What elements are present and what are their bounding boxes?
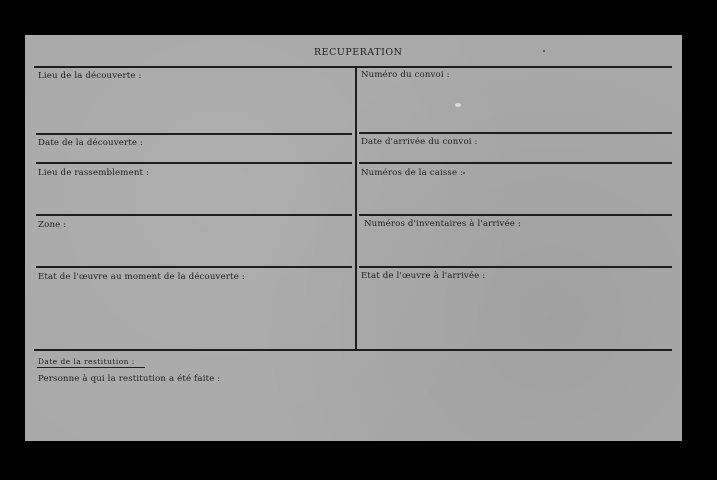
field-etat-decouverte: Etat de l'œuvre au moment de la découverte : xyxy=(38,272,245,282)
rule-left-2 xyxy=(36,162,352,164)
bottom-rule xyxy=(34,349,672,351)
field-lieu-decouverte: Lieu de la découverte : xyxy=(38,71,142,81)
rule-right-2 xyxy=(359,162,672,164)
rule-left-1 xyxy=(36,133,352,135)
top-rule xyxy=(34,66,672,68)
field-zone: Zone : xyxy=(38,220,67,230)
archive-record-card xyxy=(25,35,682,441)
rule-right-1 xyxy=(359,132,672,134)
rule-left-4 xyxy=(36,266,352,268)
field-date-decouverte: Date de la découverte : xyxy=(38,138,143,148)
field-date-arrivee-convoi: Date d'arrivée du convoi : xyxy=(361,137,478,147)
rule-right-4 xyxy=(359,266,672,268)
form-title: RECUPERATION xyxy=(314,47,403,58)
field-date-restitution: Date de la restitution : xyxy=(38,357,135,366)
field-numeros-caisse: Numéros de la caisse : xyxy=(361,168,464,178)
field-personne-restitution: Personne à qui la restitution a été faite : xyxy=(38,374,221,384)
paper-speck xyxy=(543,50,545,52)
field-numeros-inventaires: Numéros d'inventaires à l'arrivée : xyxy=(364,219,521,229)
field-lieu-rassemblement: Lieu de rassemblement : xyxy=(38,168,150,178)
field-etat-arrivee: Etat de l'œuvre à l'arrivée : xyxy=(361,271,486,281)
paper-speck xyxy=(463,172,465,174)
field-numero-convoi: Numéro du convoi : xyxy=(361,70,450,80)
date-restitution-underline xyxy=(37,367,145,368)
rule-left-3 xyxy=(36,214,352,216)
rule-right-3 xyxy=(359,214,672,216)
paper-speck xyxy=(455,103,461,107)
center-divider xyxy=(355,66,357,349)
